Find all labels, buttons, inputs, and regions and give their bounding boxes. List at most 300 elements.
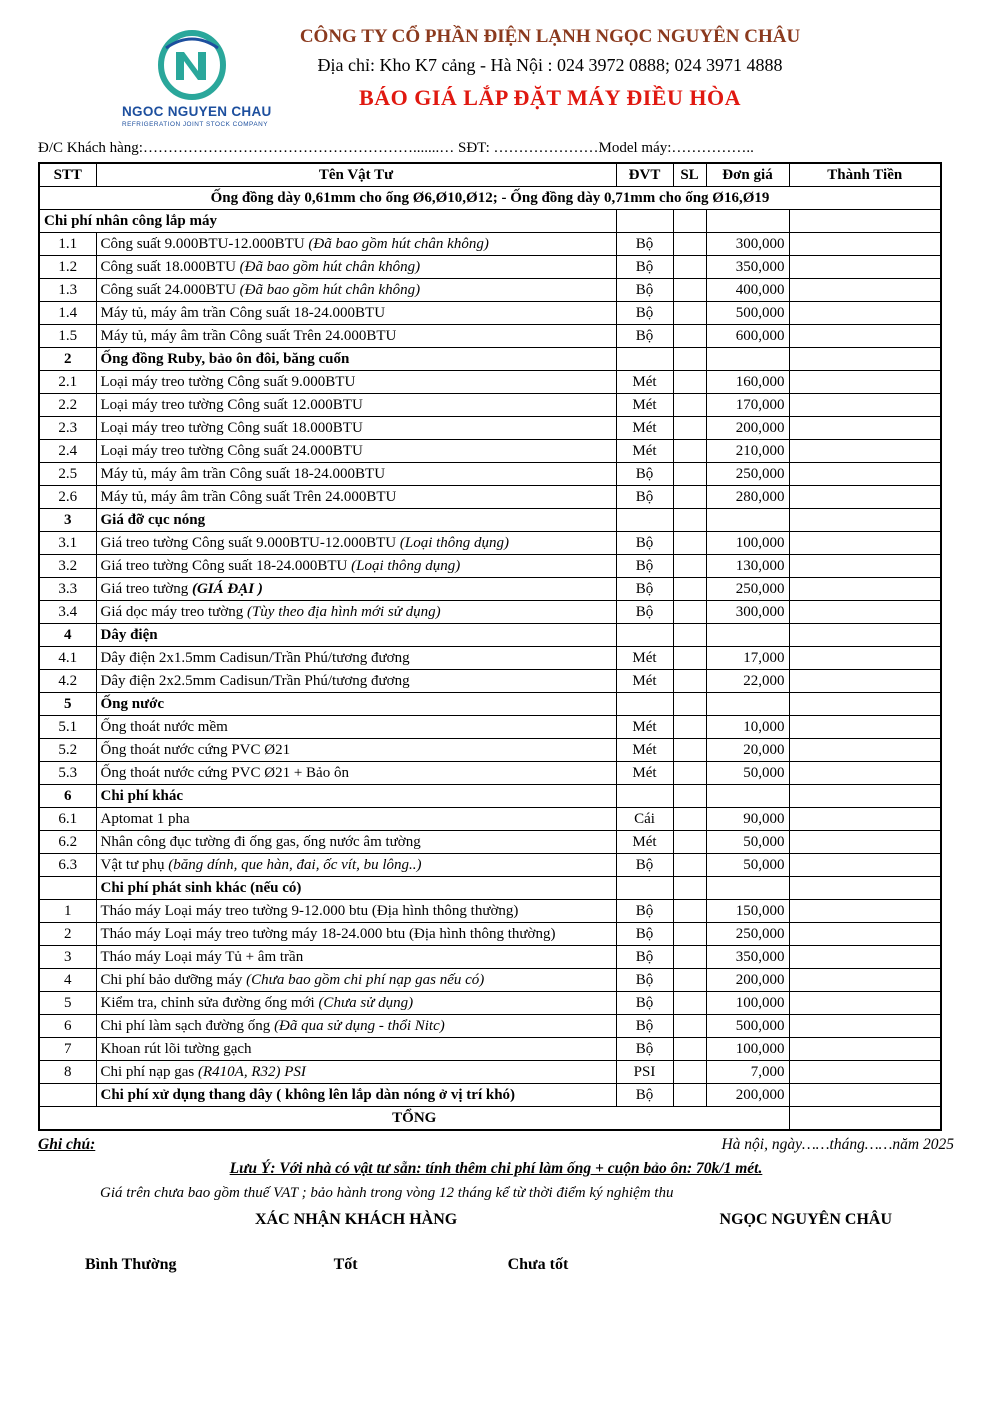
stt-cell: 2.1 [39, 371, 96, 394]
item-name: Công suất 18.000BTU [100, 259, 240, 275]
item-name: Công suất 9.000BTU-12.000BTU [100, 236, 309, 252]
stt-cell: 2 [39, 348, 96, 371]
dvt-cell: Mét [616, 831, 673, 854]
stt-cell: 4.1 [39, 647, 96, 670]
table-row [39, 762, 941, 785]
table-row [39, 946, 941, 969]
price-cell [706, 210, 789, 233]
name-cell [96, 1084, 616, 1107]
name-cell [96, 762, 616, 785]
stt-cell: 2.6 [39, 486, 96, 509]
stt-cell: 2.4 [39, 440, 96, 463]
dvt-cell [616, 877, 673, 900]
name-cell [96, 831, 616, 854]
table-row [39, 371, 941, 394]
price-cell: 100,000 [706, 532, 789, 555]
item-name: Khoan rút lõi tường gạch [100, 1041, 252, 1057]
customer-signature-label: XÁC NHẬN KHÁCH HÀNG [255, 1211, 458, 1228]
dvt-cell: Bộ [616, 900, 673, 923]
table-row [39, 1038, 941, 1061]
amount-cell [789, 785, 941, 808]
amount-cell [789, 371, 941, 394]
stt-cell [39, 1084, 96, 1107]
stt-cell: 7 [39, 1038, 96, 1061]
amount-cell [789, 670, 941, 693]
price-cell: 600,000 [706, 325, 789, 348]
sl-cell [673, 302, 706, 325]
price-cell: 200,000 [706, 969, 789, 992]
stt-cell [39, 877, 96, 900]
name-cell [96, 647, 616, 670]
name-cell [96, 785, 616, 808]
logo-name: NGOC NGUYEN CHAU [122, 104, 272, 119]
quotation-table [38, 162, 942, 1131]
rating-bad: Chưa tốt [507, 1256, 569, 1273]
dvt-cell [616, 693, 673, 716]
price-cell: 300,000 [706, 601, 789, 624]
price-cell: 7,000 [706, 1061, 789, 1084]
table-row [39, 693, 941, 716]
amount-cell [789, 279, 941, 302]
name-cell [96, 463, 616, 486]
amount-cell [789, 716, 941, 739]
price-cell: 400,000 [706, 279, 789, 302]
item-name: Loại máy treo tường Công suất 12.000BTU [100, 397, 363, 413]
dvt-cell: Mét [616, 371, 673, 394]
sl-cell [673, 808, 706, 831]
dvt-cell: Cái [616, 808, 673, 831]
stt-cell: 3 [39, 509, 96, 532]
table-row [39, 325, 941, 348]
dvt-cell: Mét [616, 417, 673, 440]
table-row [39, 555, 941, 578]
amount-cell [789, 1061, 941, 1084]
sl-cell [673, 509, 706, 532]
total-label: TỔNG [39, 1107, 789, 1131]
sl-cell [673, 532, 706, 555]
name-cell [96, 279, 616, 302]
dvt-cell: Bộ [616, 463, 673, 486]
date-line: Hà nội, ngày……tháng……năm 2025 [721, 1136, 954, 1153]
stt-cell: 1.3 [39, 279, 96, 302]
name-cell [96, 233, 616, 256]
price-cell: 500,000 [706, 302, 789, 325]
item-name: Chi phí phát sinh khác (nếu có) [100, 880, 302, 896]
dvt-cell: Bộ [616, 1038, 673, 1061]
price-cell: 10,000 [706, 716, 789, 739]
amount-cell [789, 946, 941, 969]
table-row [39, 578, 941, 601]
price-cell [706, 877, 789, 900]
amount-cell [789, 877, 941, 900]
stt-cell: 5.3 [39, 762, 96, 785]
price-cell: 250,000 [706, 578, 789, 601]
price-cell [706, 624, 789, 647]
dvt-cell: Bộ [616, 923, 673, 946]
amount-cell [789, 555, 941, 578]
price-cell: 22,000 [706, 670, 789, 693]
table-row [39, 256, 941, 279]
sl-cell [673, 440, 706, 463]
amount-cell [789, 578, 941, 601]
name-cell [96, 808, 616, 831]
amount-cell [789, 348, 941, 371]
item-name: Giá đỡ cục nóng [100, 512, 206, 528]
stt-cell: 6.2 [39, 831, 96, 854]
column-header: STT [39, 163, 96, 187]
table-row [39, 187, 941, 210]
amount-cell [789, 532, 941, 555]
stt-cell: 5.2 [39, 739, 96, 762]
amount-cell [789, 900, 941, 923]
price-cell: 200,000 [706, 1084, 789, 1107]
sl-cell [673, 854, 706, 877]
item-name: Công suất 24.000BTU [100, 282, 240, 298]
name-cell [96, 1061, 616, 1084]
table-row [39, 233, 941, 256]
name-cell [96, 371, 616, 394]
table-row [39, 831, 941, 854]
price-cell: 20,000 [706, 739, 789, 762]
sl-cell [673, 394, 706, 417]
item-name: Máy tủ, máy âm trần Công suất 18-24.000BTU [100, 466, 386, 482]
price-cell [706, 509, 789, 532]
dvt-cell [616, 785, 673, 808]
table-row [39, 785, 941, 808]
table-row [39, 923, 941, 946]
name-cell [96, 693, 616, 716]
sl-cell [673, 900, 706, 923]
price-cell [706, 785, 789, 808]
table-row [39, 647, 941, 670]
dvt-cell: Bộ [616, 946, 673, 969]
price-cell [706, 693, 789, 716]
price-cell: 100,000 [706, 992, 789, 1015]
amount-cell [789, 739, 941, 762]
rating-row [38, 1256, 954, 1274]
name-cell [96, 670, 616, 693]
amount-cell [789, 417, 941, 440]
item-note: (Đã bao gồm hút chân không) [239, 282, 421, 298]
item-name: Chi phí làm sạch đường ống [100, 1018, 275, 1034]
name-cell [96, 440, 616, 463]
stt-cell: 4 [39, 624, 96, 647]
company-name: CÔNG TY CỔ PHẦN ĐIỆN LẠNH NGỌC NGUYÊN CHÂU [299, 26, 801, 47]
logo-subtitle: REFRIGERATION JOINT STOCK COMPANY [122, 121, 268, 128]
item-note: (Chưa bao gồm chi phí nạp gas nếu có) [246, 972, 485, 988]
table-row [39, 670, 941, 693]
section-title: Chi phí nhân công lắp máy [39, 210, 616, 233]
table-row [39, 808, 941, 831]
stt-cell: 5.1 [39, 716, 96, 739]
span-row-text: Ống đồng dày 0,61mm cho ống Ø6,Ø10,Ø12; - Ống đồng dày 0,71mm cho ống Ø16,Ø19 [39, 187, 941, 210]
amount-cell [789, 992, 941, 1015]
notes-label: Ghi chú: [38, 1136, 96, 1153]
dvt-cell: Bộ [616, 854, 673, 877]
amount-cell [789, 233, 941, 256]
table-row [39, 877, 941, 900]
name-cell [96, 1015, 616, 1038]
dvt-cell: Bộ [616, 1015, 673, 1038]
table-row [39, 601, 941, 624]
stt-cell: 4.2 [39, 670, 96, 693]
stt-cell: 1.2 [39, 256, 96, 279]
signature-row [38, 1211, 954, 1229]
sl-cell [673, 463, 706, 486]
stt-cell: 2.2 [39, 394, 96, 417]
sl-cell [673, 877, 706, 900]
table-row [39, 279, 941, 302]
rating-normal: Bình Thường [85, 1256, 177, 1273]
table-row [39, 1084, 941, 1107]
item-note: (Loại thông dụng) [399, 535, 510, 551]
price-cell: 300,000 [706, 233, 789, 256]
price-cell: 350,000 [706, 256, 789, 279]
sl-cell [673, 624, 706, 647]
company-address: Địa chỉ: Kho K7 cảng - Hà Nội : 024 3972 0888; 024 3971 4888 [317, 55, 783, 75]
price-cell: 150,000 [706, 900, 789, 923]
item-name: Ống thoát nước cứng PVC Ø21 + Bảo ôn [100, 765, 349, 781]
price-cell: 17,000 [706, 647, 789, 670]
table-row [39, 394, 941, 417]
stt-cell: 4 [39, 969, 96, 992]
sl-cell [673, 1084, 706, 1107]
item-note: (R410A, R32) PSI [198, 1064, 306, 1080]
table-row [39, 1015, 941, 1038]
sl-cell [673, 256, 706, 279]
price-cell: 170,000 [706, 394, 789, 417]
header [0, 0, 992, 134]
name-cell [96, 969, 616, 992]
table-row [39, 992, 941, 1015]
dvt-cell: Bộ [616, 486, 673, 509]
stt-cell: 2.3 [39, 417, 96, 440]
table-row [39, 969, 941, 992]
dvt-cell: Mét [616, 762, 673, 785]
item-note: (Đã qua sử dụng - thổi Nitc) [274, 1018, 445, 1034]
item-note: (Đã bao gồm hút chân không) [239, 259, 421, 275]
name-cell [96, 486, 616, 509]
dvt-cell: Bộ [616, 1084, 673, 1107]
name-cell [96, 302, 616, 325]
item-name: Loại máy treo tường Công suất 18.000BTU [100, 420, 363, 436]
item-name: Nhân công đục tường đi ống gas, ống nước âm tường [100, 834, 421, 850]
dvt-cell: Mét [616, 716, 673, 739]
stt-cell: 3.2 [39, 555, 96, 578]
sl-cell [673, 785, 706, 808]
item-note: (Đã bao gồm hút chân không) [308, 236, 489, 252]
price-cell: 90,000 [706, 808, 789, 831]
price-cell: 250,000 [706, 463, 789, 486]
table-row [39, 1107, 941, 1131]
column-header: SL [673, 163, 706, 187]
vat-line: Giá trên chưa bao gồm thuế VAT ; bảo hành trong vòng 12 tháng kể từ thời điểm ký nghiệm thu [100, 1185, 674, 1201]
name-cell [96, 992, 616, 1015]
item-name: Tháo máy Loại máy treo tường máy 18-24.000 btu (Địa hình thông thường) [100, 926, 556, 942]
sl-cell [673, 486, 706, 509]
dvt-cell: Mét [616, 670, 673, 693]
item-name: Giá treo tường Công suất 18-24.000BTU [100, 558, 352, 574]
item-name: Ống thoát nước cứng PVC Ø21 [100, 742, 291, 758]
stt-cell: 2 [39, 923, 96, 946]
table-header-row [39, 163, 941, 187]
dvt-cell [616, 624, 673, 647]
document-title: BÁO GIÁ LẮP ĐẶT MÁY ĐIỀU HÒA [359, 85, 741, 110]
dvt-cell: Mét [616, 739, 673, 762]
table-row [39, 532, 941, 555]
dvt-cell: PSI [616, 1061, 673, 1084]
dvt-cell [616, 509, 673, 532]
dvt-cell [616, 348, 673, 371]
name-cell [96, 417, 616, 440]
header-text [150, 26, 950, 111]
dvt-cell [616, 210, 673, 233]
stt-cell: 5 [39, 992, 96, 1015]
item-name: Máy tủ, máy âm trần Công suất Trên 24.000BTU [100, 328, 397, 344]
amount-cell [789, 647, 941, 670]
table-row [39, 210, 941, 233]
sl-cell [673, 325, 706, 348]
sl-cell [673, 417, 706, 440]
sl-cell [673, 555, 706, 578]
column-header: Đơn giá [706, 163, 789, 187]
dvt-cell: Bộ [616, 532, 673, 555]
price-cell: 130,000 [706, 555, 789, 578]
dvt-cell: Bộ [616, 555, 673, 578]
stt-cell: 6.1 [39, 808, 96, 831]
item-name: Aptomat 1 pha [100, 811, 190, 827]
table-row [39, 509, 941, 532]
amount-cell [789, 854, 941, 877]
name-cell [96, 1038, 616, 1061]
table-row [39, 739, 941, 762]
sl-cell [673, 348, 706, 371]
dvt-cell: Bộ [616, 256, 673, 279]
footer [38, 1136, 954, 1274]
item-name: Kiểm tra, chỉnh sửa đường ống mới [100, 995, 319, 1011]
amount-cell [789, 486, 941, 509]
column-header: Thành Tiền [789, 163, 941, 187]
table-row [39, 900, 941, 923]
table-row [39, 716, 941, 739]
sl-cell [673, 762, 706, 785]
name-cell [96, 325, 616, 348]
amount-cell [789, 762, 941, 785]
stt-cell: 2.5 [39, 463, 96, 486]
name-cell [96, 578, 616, 601]
table-row [39, 440, 941, 463]
table-row [39, 486, 941, 509]
item-name: Vật tư phụ [100, 857, 169, 873]
stt-cell: 1.1 [39, 233, 96, 256]
name-cell [96, 394, 616, 417]
item-name: Dây điện 2x1.5mm Cadisun/Trần Phú/tương đương [100, 650, 410, 666]
item-name: Loại máy treo tường Công suất 9.000BTU [100, 374, 356, 390]
table-row [39, 463, 941, 486]
sl-cell [673, 831, 706, 854]
amount-cell [789, 325, 941, 348]
stt-cell: 6.3 [39, 854, 96, 877]
dvt-cell: Mét [616, 394, 673, 417]
dvt-cell: Bộ [616, 969, 673, 992]
dvt-cell: Bộ [616, 601, 673, 624]
name-cell [96, 946, 616, 969]
stt-cell: 3 [39, 946, 96, 969]
sl-cell [673, 279, 706, 302]
table-row [39, 854, 941, 877]
dvt-cell: Bộ [616, 233, 673, 256]
price-cell: 210,000 [706, 440, 789, 463]
item-name: Giá treo tường Công suất 9.000BTU-12.000BTU [100, 535, 400, 551]
rating-good: Tốt [333, 1256, 358, 1273]
sl-cell [673, 1061, 706, 1084]
item-name: Ống nước [100, 696, 165, 712]
item-note: (GIÁ ĐẠI ) [191, 581, 263, 597]
name-cell [96, 509, 616, 532]
name-cell [96, 854, 616, 877]
sl-cell [673, 647, 706, 670]
item-name: Ống đồng Ruby, bảo ôn đôi, băng cuốn [100, 351, 350, 367]
table-row [39, 348, 941, 371]
amount-cell [789, 923, 941, 946]
item-name: Dây điện [100, 627, 158, 643]
stt-cell: 3.1 [39, 532, 96, 555]
table-row [39, 1061, 941, 1084]
name-cell [96, 256, 616, 279]
price-cell: 160,000 [706, 371, 789, 394]
column-header: Tên Vật Tư [96, 163, 616, 187]
amount-cell [789, 463, 941, 486]
item-name: Giá treo tường [100, 581, 192, 597]
name-cell [96, 601, 616, 624]
sl-cell [673, 992, 706, 1015]
column-header: ĐVT [616, 163, 673, 187]
amount-cell [789, 1015, 941, 1038]
price-cell: 250,000 [706, 923, 789, 946]
item-name: Máy tủ, máy âm trần Công suất Trên 24.000BTU [100, 489, 397, 505]
name-cell [96, 900, 616, 923]
stt-cell: 6 [39, 1015, 96, 1038]
item-name: Loại máy treo tường Công suất 24.000BTU [100, 443, 363, 459]
dvt-cell: Bộ [616, 325, 673, 348]
price-cell: 50,000 [706, 831, 789, 854]
name-cell [96, 532, 616, 555]
sl-cell [673, 693, 706, 716]
stt-cell: 3.4 [39, 601, 96, 624]
amount-cell [789, 1038, 941, 1061]
dvt-cell: Bộ [616, 578, 673, 601]
stt-cell: 6 [39, 785, 96, 808]
amount-cell [789, 1084, 941, 1107]
stt-cell: 3.3 [39, 578, 96, 601]
amount-cell [789, 440, 941, 463]
sl-cell [673, 210, 706, 233]
item-name: Chi phí nạp gas [100, 1064, 198, 1080]
price-cell: 500,000 [706, 1015, 789, 1038]
item-note: (Loại thông dụng) [351, 558, 461, 574]
name-cell [96, 877, 616, 900]
sl-cell [673, 716, 706, 739]
sl-cell [673, 946, 706, 969]
sl-cell [673, 371, 706, 394]
amount-cell [789, 831, 941, 854]
amount-cell [789, 509, 941, 532]
price-cell: 50,000 [706, 854, 789, 877]
stt-cell: 1.5 [39, 325, 96, 348]
dvt-cell: Bộ [616, 279, 673, 302]
amount-cell [789, 808, 941, 831]
amount-cell [789, 601, 941, 624]
